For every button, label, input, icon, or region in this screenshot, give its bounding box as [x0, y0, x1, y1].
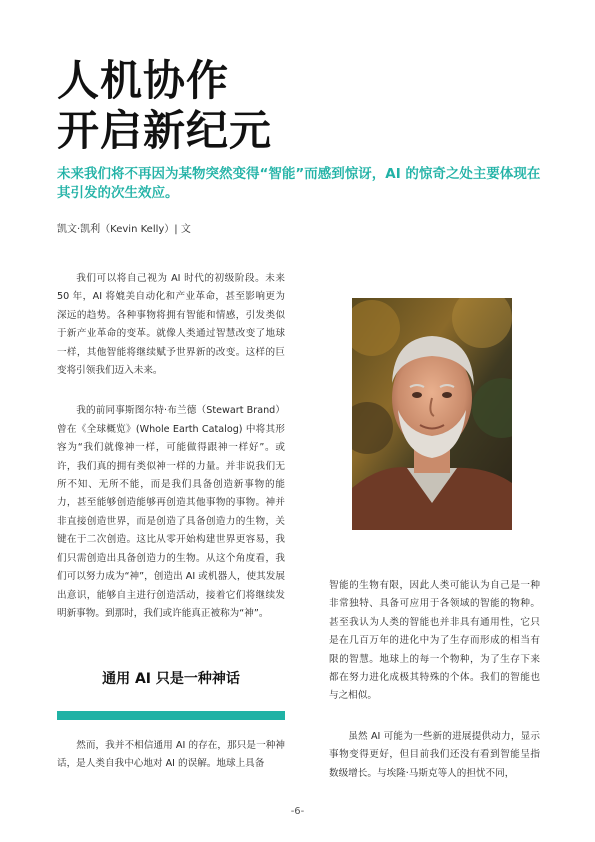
portrait-image: [352, 298, 512, 530]
article-subtitle: 未来我们将不再因为某物突然变得“智能”而感到惊讶，AI 的惊奇之处主要体现在其引发的次生效应。: [57, 166, 541, 201]
section-divider-bar: [57, 711, 285, 720]
byline: 凯文·凯利（Kevin Kelly）| 文: [57, 224, 191, 235]
author-portrait-photo: [352, 298, 512, 530]
paragraph: 虽然 AI 可能为一些新的进展提供动力，显示事物变得更好，但目前我们还没有看到智能呈指数级增长。与埃隆·马斯克等人的担忧不同，: [329, 730, 540, 779]
right-column: [329, 577, 540, 805]
article-title-line1: 人机协作: [57, 56, 230, 105]
paragraph: 我们可以将自己视为 AI 时代的初级阶段。未来 50 年，AI 将媲美自动化和产业革命，甚至影响更为深远的趋势。各种事物将拥有智能和情感，引发类似于新产业革命的变革。就像人类通过智慧改变了地球一样，其他智能将继续赋予世界新的改变。这样的巨变将引领我们迈入未来。: [57, 273, 285, 377]
article-title-line2: 开启新纪元: [57, 106, 273, 155]
page-number: -6-: [290, 806, 305, 817]
paragraph: 智能的生物有限，因此人类可能认为自己是一种非常独特、具备可应用于各领域的智能的物种。甚至我认为人类的智能也并非具有通用性，它只是在几百万年的进化中为了生存而形成的相当有限的智慧。地球上的每一个物种，为了生存下来都在努力进化成极其特殊的个体。我们的智能也与之相似。: [329, 580, 540, 702]
section-heading: 通用 AI 只是一种神话: [102, 671, 240, 687]
left-column-continued: [57, 737, 285, 796]
paragraph: 我的前同事斯图尔特·布兰德（Stewart Brand）曾在《全球概览》(Whole Earth Catalog) 中将其形容为“我们就像神一样，可能做得跟神一样好”。或许，我们真的拥有类似神一样的力量。并非说我们无所不知、无所不能，而是我们具备创造新事物的能力，甚至能够创造能够再创造其他事物的事物。神并非直接创造世界，而是创造了具备创造力的生物，关键在于二次创造。这比从零开始构建世界更容易，我们只需创造出具备创造力的生物。从这个角度看，我们可以努力成为“神”，创造出 AI 或机器人，使其发展出意识，能够自主进行创造活动，接着它们将继续发明新事物。到那时，我们或许能真正被称为“神”。: [57, 405, 285, 619]
left-column: [57, 270, 285, 645]
paragraph: 然而，我并不相信通用 AI 的存在，那只是一种神话，是人类自我中心地对 AI 的误解。地球上具备: [57, 740, 285, 770]
article-title: [57, 56, 272, 156]
